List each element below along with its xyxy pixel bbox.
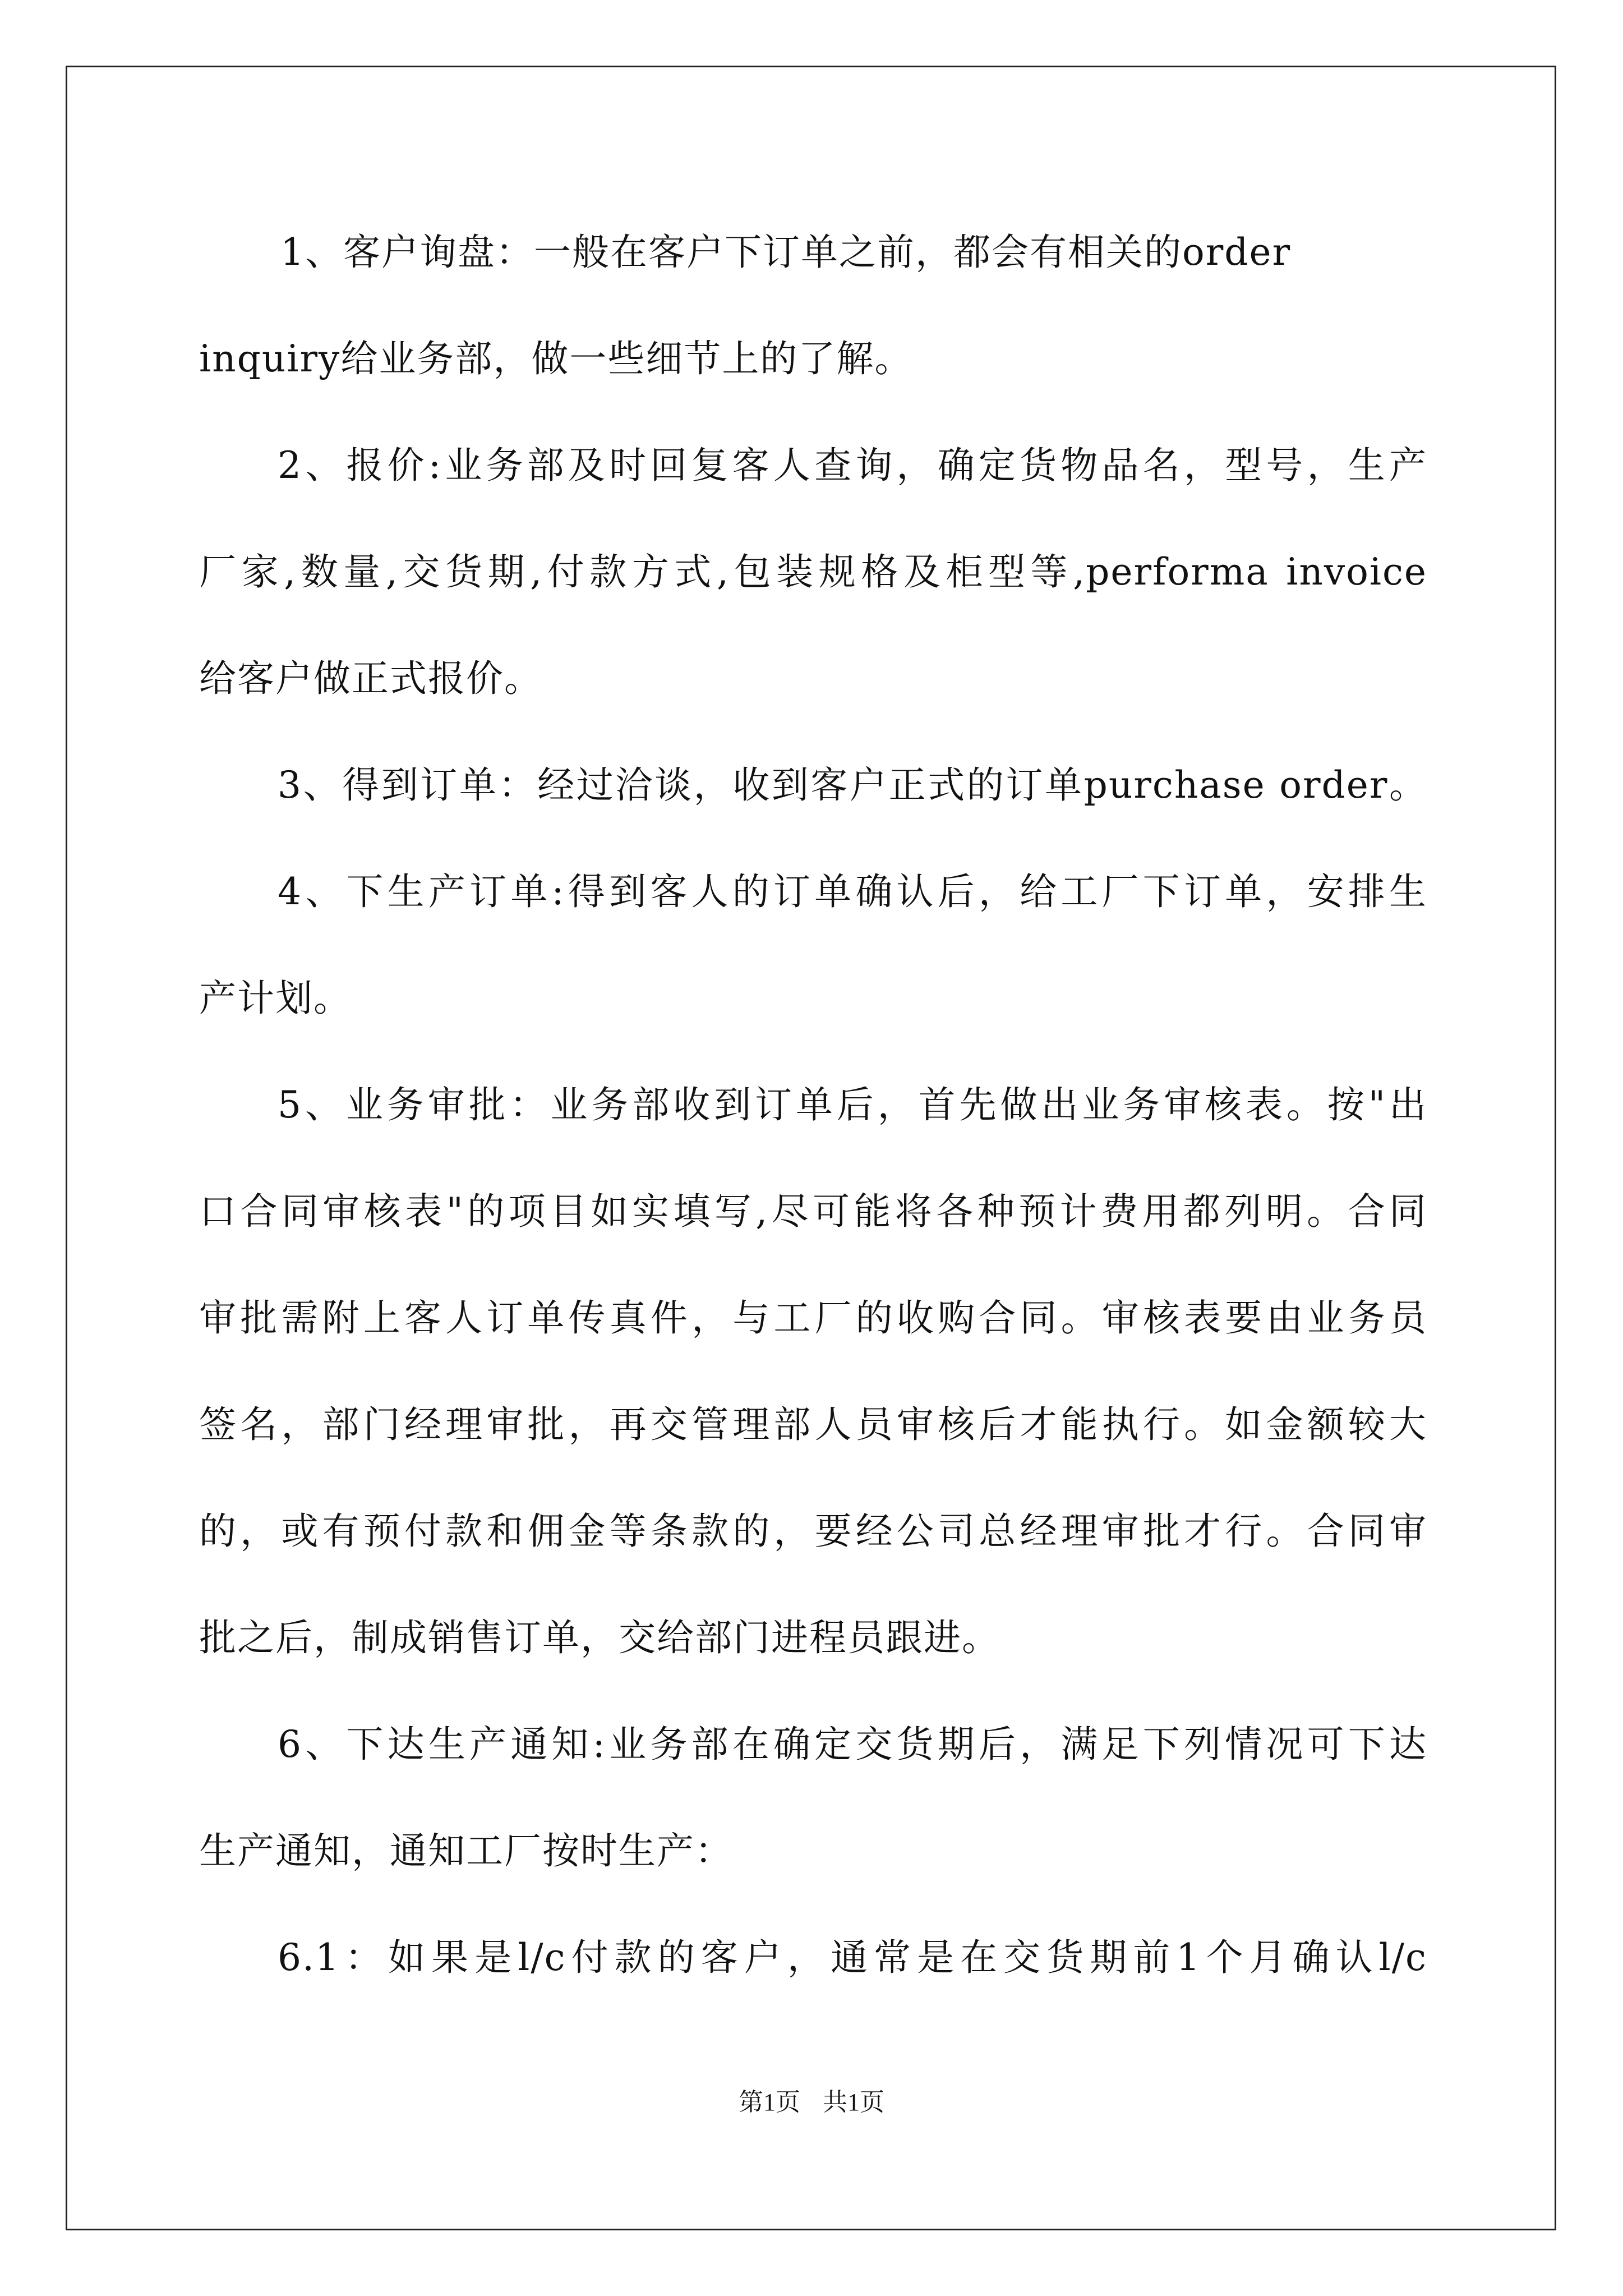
paragraph-5-line-2: 口合同审核表"的项目如实填写,尽可能将各种预计费用都列明。合同 (199, 1190, 1427, 1233)
page-border (66, 66, 1556, 2230)
paragraph-1-line-2: inquiry给业务部，做一些细节上的了解。 (199, 337, 913, 380)
paragraph-6-line-2: 生产通知，通知工厂按时生产： (199, 1829, 733, 1872)
paragraph-6-1-line-1: 6.1：如果是l/c付款的客户，通常是在交货期前1个月确认l/c (278, 1936, 1427, 1979)
paragraph-5-line-3: 审批需附上客人订单传真件，与工厂的收购合同。审核表要由业务员 (199, 1296, 1427, 1340)
paragraph-5-line-1: 5、业务审批：业务部收到订单后，首先做出业务审核表。按"出 (278, 1083, 1427, 1126)
page-number: 第1页 (739, 2088, 800, 2116)
paragraph-5-line-5: 的，或有预付款和佣金等条款的，要经公司总经理审批才行。合同审 (199, 1510, 1427, 1553)
paragraph-2-line-1: 2、报价:业务部及时回复客人查询，确定货物品名，型号，生产 (278, 444, 1427, 487)
paragraph-3-line-1: 3、得到订单：经过洽谈，收到客户正式的订单purchase order。 (278, 763, 1427, 807)
paragraph-5-line-6: 批之后，制成销售订单，交给部门进程员跟进。 (199, 1616, 1000, 1659)
paragraph-6-line-1: 6、下达生产通知:业务部在确定交货期后，满足下列情况可下达 (278, 1723, 1427, 1766)
paragraph-4-line-1: 4、下生产订单:得到客人的订单确认后，给工厂下订单，安排生 (278, 870, 1427, 913)
paragraph-2-line-2: 厂家,数量,交货期,付款方式,包装规格及柜型等,performa invoice (199, 550, 1427, 593)
paragraph-5-line-4: 签名，部门经理审批，再交管理部人员审核后才能执行。如金额较大 (199, 1403, 1427, 1446)
paragraph-2-line-3: 给客户做正式报价。 (199, 657, 542, 700)
page-footer (0, 2086, 1623, 2119)
paragraph-1-line-1: 1、客户询盘：一般在客户下订单之前，都会有相关的order (280, 231, 1292, 274)
paragraph-4-line-2: 产计划。 (199, 977, 352, 1020)
page-total: 共1页 (823, 2088, 884, 2116)
